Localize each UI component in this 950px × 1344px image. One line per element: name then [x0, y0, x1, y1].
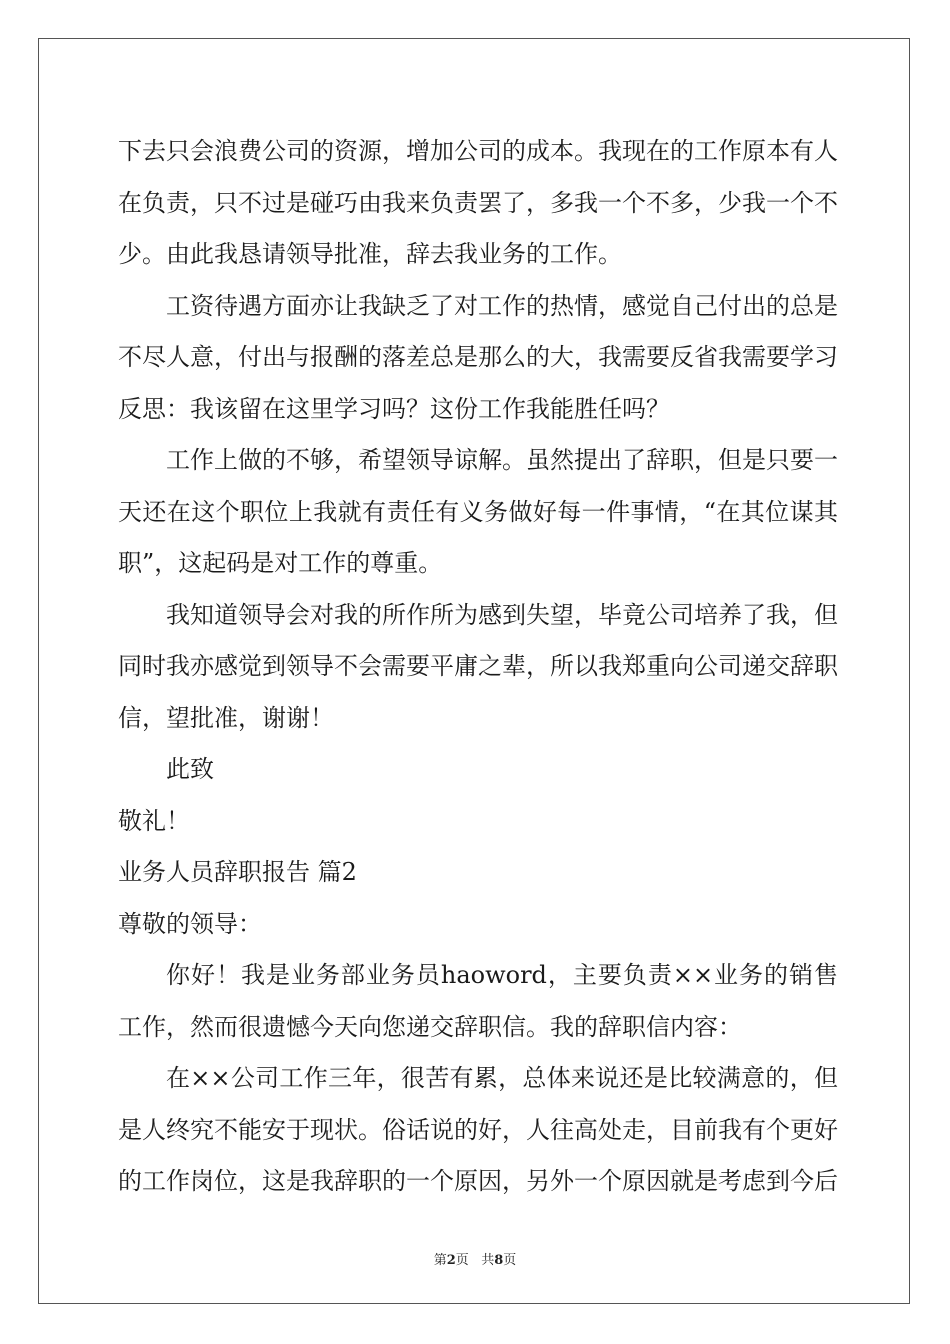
footer-prefix: 第 — [433, 1253, 447, 1268]
paragraph-6: 在××公司工作三年，很苦有累，总体来说还是比较满意的，但是人终究不能安于现状。俗话说的好，人往高处走，目前我有个更好的工作岗位，这是我辞职的一个原因，另外一个原因就是考虑到今后 — [118, 1064, 838, 1195]
page-footer — [0, 1249, 950, 1268]
paragraph-4: 我知道领导会对我的所作所为感到失望，毕竟公司培养了我，但同时我亦感觉到领导不会需要平庸之辈，所以我郑重向公司递交辞职信，望批准，谢谢！ — [118, 600, 838, 732]
paragraph-1: 下去只会浪费公司的资源，增加公司的成本。我现在的工作原本有人在负责，只不过是碰巧由我来负责罢了，多我一个不多，少我一个不少。由此我恳请领导批准，辞去我业务的工作。 — [118, 137, 838, 268]
footer-mid: 页 共 — [455, 1253, 495, 1268]
paragraph-5: 你好！我是业务部业务员haoword，主要负责××业务的销售工作，然而很遗憾今天向您递交辞职信。我的辞职信内容： — [118, 961, 838, 1041]
section-title: 业务人员辞职报告 篇2 — [118, 858, 357, 886]
salutation-respect: 敬礼！ — [118, 806, 190, 835]
greeting: 尊敬的领导： — [118, 909, 262, 938]
salutation-closing: 此致 — [166, 755, 214, 783]
footer-suffix: 页 — [503, 1253, 517, 1268]
total-page-number: 8 — [494, 1253, 504, 1268]
paragraph-3: 工作上做的不够，希望领导谅解。虽然提出了辞职，但是只要一天还在这个职位上我就有责任有义务做好每一件事情，“在其位谋其职”，这起码是对工作的尊重。 — [118, 446, 838, 577]
paragraph-2: 工资待遇方面亦让我缺乏了对工作的热情，感觉自己付出的总是不尽人意，付出与报酬的落差总是那么的大，我需要反省我需要学习反思：我该留在这里学习吗？这份工作我能胜任吗？ — [118, 291, 838, 423]
document-body — [118, 126, 838, 1208]
current-page-number: 2 — [446, 1253, 456, 1268]
